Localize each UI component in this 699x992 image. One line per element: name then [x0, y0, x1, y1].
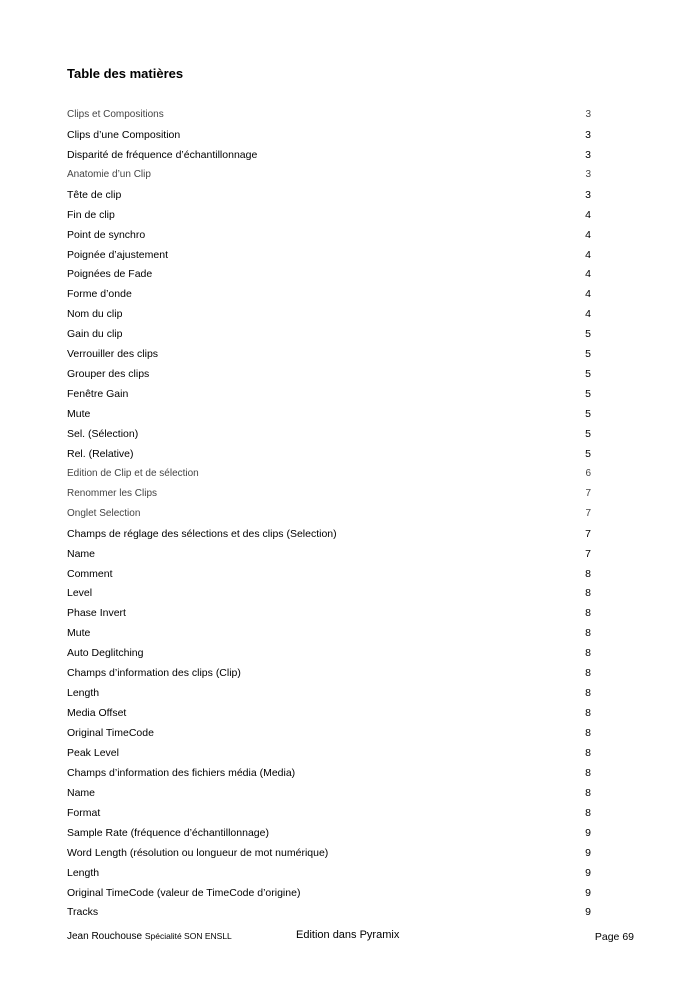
toc-entry[interactable] — [67, 603, 591, 623]
toc-entry[interactable] — [67, 245, 591, 265]
toc-entry[interactable] — [67, 185, 591, 205]
toc-entry-label: Word Length (résolution ou longueur de mot numérique) — [67, 846, 329, 859]
toc-entry-label: Auto Deglitching — [67, 647, 144, 660]
toc-entry-label: Comment — [67, 567, 113, 580]
toc-entry-label: Peak Level — [67, 746, 119, 759]
toc-entry-page: 9 — [585, 846, 591, 859]
toc-entry[interactable] — [67, 623, 591, 643]
toc-entry-label: Forme d’onde — [67, 288, 132, 301]
toc-entry[interactable] — [67, 284, 591, 304]
toc-entry[interactable] — [67, 524, 591, 544]
toc-entry-page: 7 — [585, 488, 591, 500]
toc-entry-label: Champs d’information des clips (Clip) — [67, 667, 241, 680]
toc-entry[interactable] — [67, 424, 591, 444]
toc-entry[interactable] — [67, 823, 591, 843]
toc-entry-page: 9 — [585, 826, 591, 839]
toc-entry-page: 8 — [585, 727, 591, 740]
toc-entry-label: Renommer les Clips — [67, 488, 158, 500]
toc-entry-page: 8 — [585, 587, 591, 600]
toc-entry-page: 9 — [585, 906, 591, 919]
toc-entry-label: Name — [67, 786, 96, 799]
toc-entry-label: Champs d’information des fichiers média (Media) — [67, 766, 296, 779]
toc-entry-page: 3 — [585, 148, 591, 161]
toc-entry[interactable] — [67, 504, 591, 524]
toc-entry-page: 8 — [585, 647, 591, 660]
toc-entry[interactable] — [67, 903, 591, 923]
toc-entry-label: Length — [67, 866, 100, 879]
toc-entry[interactable] — [67, 863, 591, 883]
toc-entry[interactable] — [67, 484, 591, 504]
toc-entry-label: Length — [67, 687, 100, 700]
toc-entry-page: 7 — [585, 527, 591, 540]
toc-entry[interactable] — [67, 683, 591, 703]
toc-entry[interactable] — [67, 883, 591, 903]
toc-entry-label: Name — [67, 547, 96, 560]
toc-entry-label: Original TimeCode (valeur de TimeCode d’origine) — [67, 886, 301, 899]
toc-entry-page: 8 — [585, 707, 591, 720]
toc-entry-label: Nom du clip — [67, 308, 123, 321]
toc-entry-label: Mute — [67, 627, 91, 640]
footer-author-block — [67, 931, 232, 942]
toc-entry-label: Phase Invert — [67, 607, 126, 620]
toc-entry[interactable] — [67, 643, 591, 663]
toc-entry-page: 4 — [585, 208, 591, 221]
toc-entry-page: 6 — [585, 468, 591, 480]
toc-entry-label: Clips et Compositions — [67, 109, 164, 121]
toc-entry[interactable] — [67, 723, 591, 743]
toc-entry-page: 4 — [585, 268, 591, 281]
toc-entry[interactable] — [67, 743, 591, 763]
toc-list — [67, 105, 591, 922]
toc-entry-label: Tracks — [67, 906, 99, 919]
toc-entry-page: 3 — [585, 109, 591, 121]
toc-entry-page: 5 — [585, 328, 591, 341]
toc-entry-label: Edition de Clip et de sélection — [67, 468, 199, 480]
toc-entry-page: 8 — [585, 746, 591, 759]
toc-entry[interactable] — [67, 344, 591, 364]
toc-entry-page: 8 — [585, 607, 591, 620]
toc-entry-label: Sample Rate (fréquence d’échantillonnage) — [67, 826, 269, 839]
footer-author: Jean Rouchouse — [67, 931, 143, 942]
toc-entry[interactable] — [67, 384, 591, 404]
toc-entry-page: 8 — [585, 806, 591, 819]
toc-entry-label: Anatomie d’un Clip — [67, 169, 151, 181]
toc-entry-page: 7 — [585, 508, 591, 520]
toc-entry-page: 4 — [585, 288, 591, 301]
toc-entry-label: Grouper des clips — [67, 368, 150, 381]
page-footer — [67, 929, 634, 945]
toc-entry-page: 5 — [585, 388, 591, 401]
toc-entry-label: Poignées de Fade — [67, 268, 153, 281]
toc-entry[interactable] — [67, 205, 591, 225]
toc-entry-label: Disparité de fréquence d’échantillonnage — [67, 148, 258, 161]
toc-entry[interactable] — [67, 165, 591, 185]
toc-entry-label: Verrouiller des clips — [67, 348, 159, 361]
toc-entry-label: Fin de clip — [67, 208, 115, 221]
toc-entry-page: 8 — [585, 667, 591, 680]
toc-entry-page: 5 — [585, 408, 591, 421]
toc-entry-label: Champs de réglage des sélections et des clips (Selection) — [67, 527, 337, 540]
toc-entry-label: Original TimeCode — [67, 727, 154, 740]
toc-entry[interactable] — [67, 444, 591, 464]
toc-entry[interactable] — [67, 564, 591, 584]
toc-entry-label: Rel. (Relative) — [67, 447, 134, 460]
toc-entry[interactable] — [67, 544, 591, 564]
toc-entry[interactable] — [67, 105, 591, 125]
toc-entry[interactable] — [67, 324, 591, 344]
toc-entry[interactable] — [67, 125, 591, 145]
toc-entry-label: Sel. (Sélection) — [67, 427, 139, 440]
toc-entry-label: Format — [67, 806, 101, 819]
toc-entry[interactable] — [67, 763, 591, 783]
toc-entry[interactable] — [67, 145, 591, 165]
toc-entry[interactable] — [67, 663, 591, 683]
toc-entry[interactable] — [67, 225, 591, 245]
footer-title: Edition dans Pyramix — [296, 929, 400, 941]
toc-entry-page: 8 — [585, 687, 591, 700]
toc-entry-page: 4 — [585, 308, 591, 321]
toc-entry[interactable] — [67, 304, 591, 324]
toc-entry-page: 8 — [585, 766, 591, 779]
toc-entry-label: Fenêtre Gain — [67, 388, 129, 401]
toc-entry-page: 9 — [585, 866, 591, 879]
toc-entry-label: Gain du clip — [67, 328, 123, 341]
toc-entry-page: 9 — [585, 886, 591, 899]
toc-entry[interactable] — [67, 464, 591, 484]
toc-entry-label: Media Offset — [67, 707, 127, 720]
toc-entry[interactable] — [67, 803, 591, 823]
toc-entry-page: 8 — [585, 627, 591, 640]
toc-title: Table des matières — [67, 66, 184, 81]
toc-entry[interactable] — [67, 265, 591, 285]
toc-entry-page: 3 — [585, 128, 591, 141]
toc-entry-page: 5 — [585, 447, 591, 460]
toc-entry-page: 3 — [585, 169, 591, 181]
toc-entry-page: 4 — [585, 248, 591, 261]
toc-entry-page: 4 — [585, 228, 591, 241]
toc-entry-page: 3 — [585, 188, 591, 201]
toc-entry[interactable] — [67, 364, 591, 384]
toc-entry-label: Poignée d’ajustement — [67, 248, 168, 261]
footer-author-note: Spécialité SON ENSLL — [144, 931, 232, 941]
toc-entry-page: 5 — [585, 368, 591, 381]
toc-entry-page: 5 — [585, 427, 591, 440]
toc-entry-page: 5 — [585, 348, 591, 361]
toc-entry-page: 8 — [585, 786, 591, 799]
footer-page-number: Page 69 — [594, 931, 634, 943]
toc-entry[interactable] — [67, 783, 591, 803]
toc-entry-label: Clips d’une Composition — [67, 128, 181, 141]
toc-entry-page: 8 — [585, 567, 591, 580]
toc-entry-page: 7 — [585, 547, 591, 560]
toc-entry-label: Point de synchro — [67, 228, 146, 241]
toc-entry-label: Tête de clip — [67, 188, 122, 201]
toc-entry[interactable] — [67, 404, 591, 424]
toc-entry[interactable] — [67, 843, 591, 863]
toc-entry-label: Mute — [67, 408, 91, 421]
toc-entry[interactable] — [67, 703, 591, 723]
toc-entry-label: Level — [67, 587, 93, 600]
toc-entry-label: Onglet Selection — [67, 508, 141, 520]
toc-entry[interactable] — [67, 584, 591, 604]
